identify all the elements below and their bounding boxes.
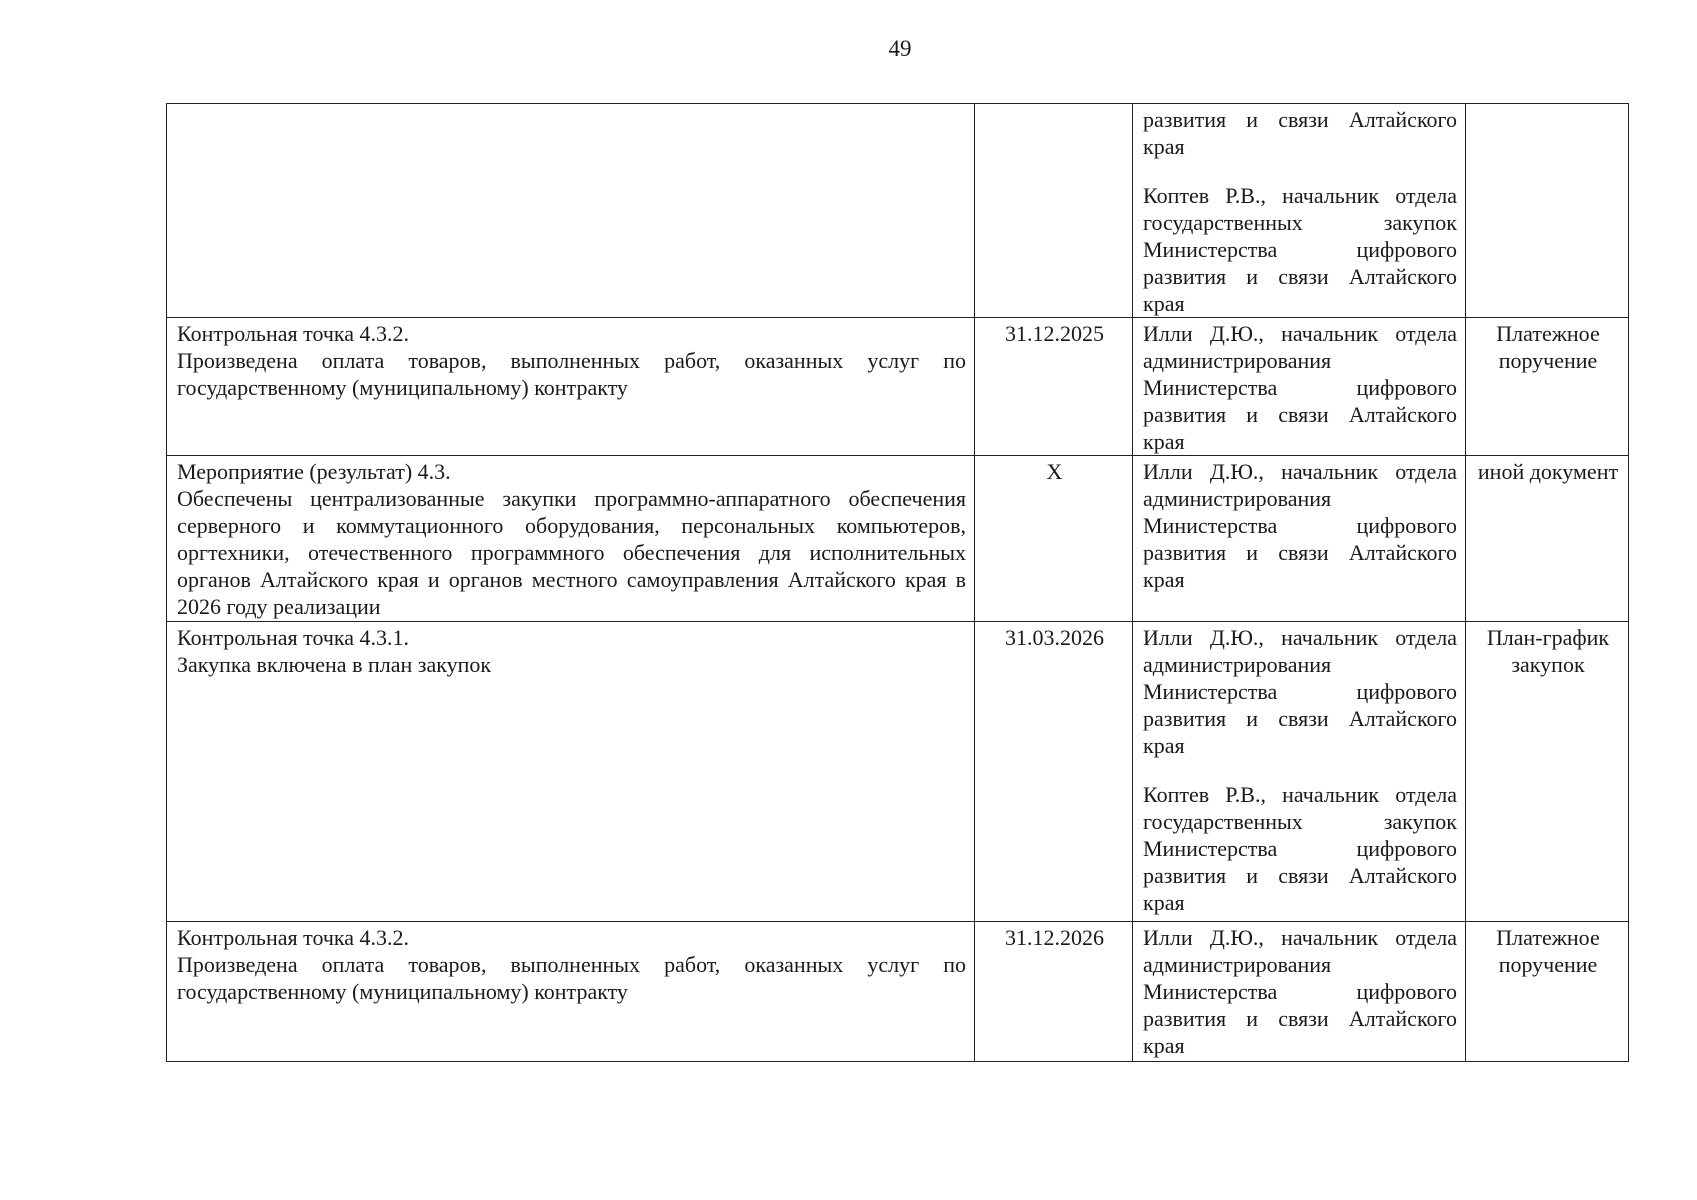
event-text: Закупка включена в план закупок: [177, 652, 492, 677]
date-cell: 31.03.2026: [975, 622, 1133, 922]
document-cell: иной документ: [1466, 456, 1629, 622]
responsible-cell: [1133, 922, 1466, 1062]
page-number: 49: [888, 36, 912, 61]
document-cell: [1466, 104, 1629, 318]
event-title: Контрольная точка 4.3.1.: [177, 625, 410, 650]
date-cell: 31.12.2025: [975, 318, 1133, 456]
date-cell: [975, 104, 1133, 318]
responsible-cell: [1133, 622, 1466, 922]
event-cell: [167, 922, 975, 1062]
document-cell: Платежное поручение: [1466, 922, 1629, 1062]
responsible-text: развития и связи Алтайского края: [1143, 107, 1457, 159]
event-title: Контрольная точка 4.3.2.: [177, 321, 410, 346]
event-cell: [167, 318, 975, 456]
table-row: [167, 922, 1629, 1062]
table-row: [167, 318, 1629, 456]
responsible-text: Илли Д.Ю., начальник отдела администрирования Министерства цифрового развития и связи Алтайского края: [1143, 459, 1457, 592]
event-cell: [167, 622, 975, 922]
responsible-cell: [1133, 456, 1466, 622]
responsible-text: Илли Д.Ю., начальник отдела администрирования Министерства цифрового развития и связи Алтайского края: [1143, 625, 1457, 758]
document-table: [166, 103, 1629, 1062]
responsible-text: Илли Д.Ю., начальник отдела администрирования Министерства цифрового развития и связи Алтайского края: [1143, 925, 1457, 1058]
document-cell: Платежное поручение: [1466, 318, 1629, 456]
event-cell: [167, 104, 975, 318]
date-cell: Х: [975, 456, 1133, 622]
responsible-cell: [1133, 104, 1466, 318]
table-row: [167, 456, 1629, 622]
event-text: Произведена оплата товаров, выполненных работ, оказанных услуг по государственному (муниципальному) контракту: [177, 348, 966, 400]
event-title: Мероприятие (результат) 4.3.: [177, 459, 451, 484]
document-cell: План-график закупок: [1466, 622, 1629, 922]
responsible-text: Илли Д.Ю., начальник отдела администрирования Министерства цифрового развития и связи Алтайского края: [1143, 321, 1457, 454]
responsible-text: Коптев Р.В., начальник отдела государственных закупок Министерства цифрового развития и связи Алтайского края: [1143, 183, 1457, 316]
responsible-cell: [1133, 318, 1466, 456]
responsible-text: Коптев Р.В., начальник отдела государственных закупок Министерства цифрового развития и связи Алтайского края: [1143, 782, 1457, 915]
date-cell: 31.12.2026: [975, 922, 1133, 1062]
event-cell: [167, 456, 975, 622]
event-title: Контрольная точка 4.3.2.: [177, 925, 410, 950]
table-row: [167, 622, 1629, 922]
event-text: Произведена оплата товаров, выполненных работ, оказанных услуг по государственному (муниципальному) контракту: [177, 952, 966, 1004]
table-row: [167, 104, 1629, 318]
event-text: Обеспечены централизованные закупки программно-аппаратного обеспечения серверного и коммутационного оборудования, персональных компьютеров, оргтехники, отечественного программного обеспечения для исполнительных органов Алтайского края и органов местного самоуправления Алтайского края в 2026 году реализации: [177, 486, 966, 619]
